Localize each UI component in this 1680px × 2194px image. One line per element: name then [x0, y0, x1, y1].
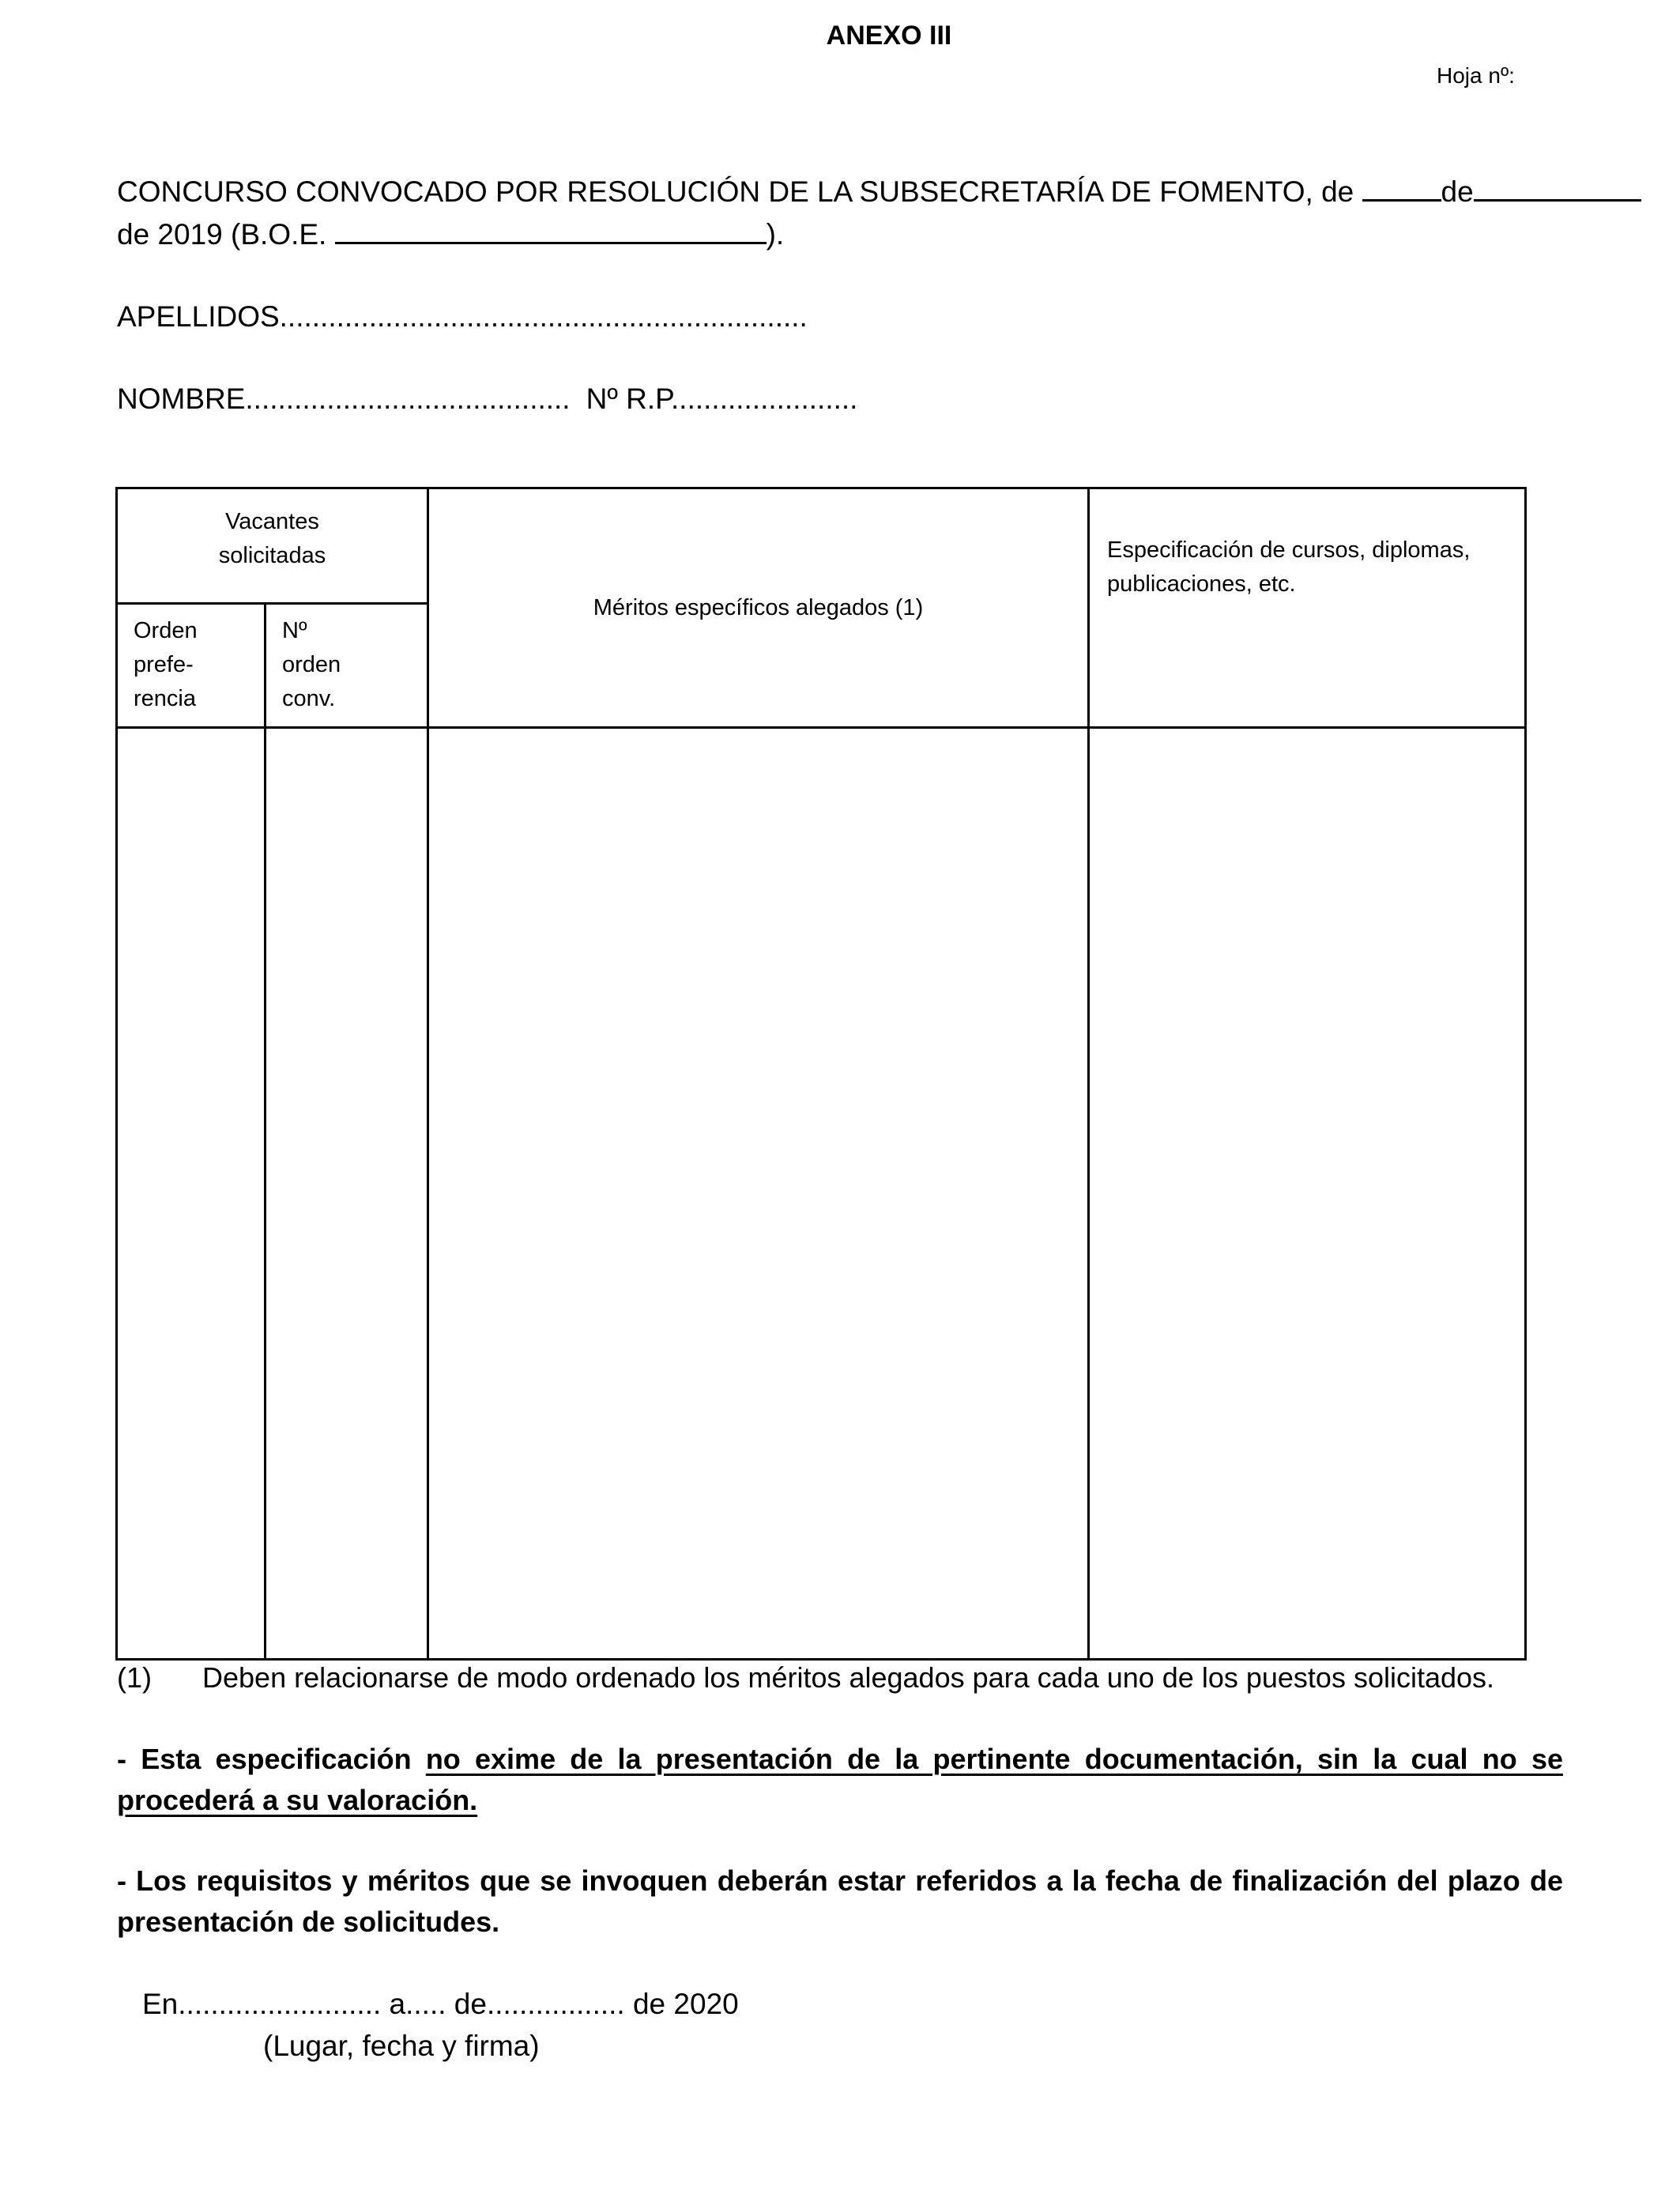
- orden-preferencia-cell[interactable]: [117, 728, 266, 1660]
- numero-orden-header: Nº orden conv.: [266, 604, 428, 728]
- document-title: ANEXO III: [826, 21, 952, 51]
- nrp-field[interactable]: Nº R.P.......................: [586, 383, 858, 415]
- intro-year-text: de 2019 (B.O.E.: [117, 218, 335, 251]
- signature-caption: (Lugar, fecha y firma): [263, 2030, 540, 2062]
- orden-preferencia-header: Orden prefe- rencia: [117, 604, 266, 728]
- intro-line-1: [117, 175, 1641, 209]
- sheet-number-label: Hoja nº:: [1437, 63, 1515, 88]
- especificacion-cell[interactable]: [1089, 728, 1526, 1660]
- meritos-header: Méritos específicos alegados (1): [428, 488, 1089, 728]
- note-documentation: - Esta especificación no exime de la presentación de la pertinente documentación, sin la cual no se procederá a su valoración.: [117, 1743, 1563, 1816]
- intro-de: de: [1441, 175, 1474, 208]
- intro-text: CONCURSO CONVOCADO POR RESOLUCIÓN DE LA SUBSECRETARÍA DE FOMENTO, de: [117, 175, 1362, 208]
- footnote-text: Deben relacionarse de modo ordenado los méritos alegados para cada uno de los puestos solicitados.: [202, 1661, 1495, 1694]
- nombre-line: [117, 383, 857, 416]
- nombre-field[interactable]: NOMBRE........................................: [117, 383, 571, 415]
- apellidos-field[interactable]: APELLIDOS.................................................................: [117, 300, 808, 333]
- intro-close: ).: [766, 218, 785, 251]
- vacantes-header: Vacantes solicitadas: [117, 488, 428, 604]
- merits-table: [115, 487, 1527, 1661]
- numero-orden-cell[interactable]: [266, 728, 428, 1660]
- day-blank[interactable]: [1362, 175, 1441, 202]
- month-blank[interactable]: [1474, 175, 1641, 202]
- intro-line-2: [117, 218, 784, 251]
- especificacion-header: Especificación de cursos, diplomas, publicaciones, etc.: [1089, 488, 1526, 728]
- note-documentation-underlined: no exime de la presentación de la pertinente documentación, sin la cual no se procederá a su valoración.: [117, 1743, 1563, 1816]
- footnote-number: (1): [117, 1661, 152, 1694]
- note-requirements: - Los requisitos y méritos que se invoquen deberán estar referidos a la fecha de finalización del plazo de presentación de solicitudes.: [117, 1864, 1563, 1938]
- signature-line[interactable]: En......................... a..... de................. de 2020: [142, 1988, 739, 2020]
- boe-blank[interactable]: [335, 218, 767, 244]
- meritos-cell[interactable]: [428, 728, 1089, 1660]
